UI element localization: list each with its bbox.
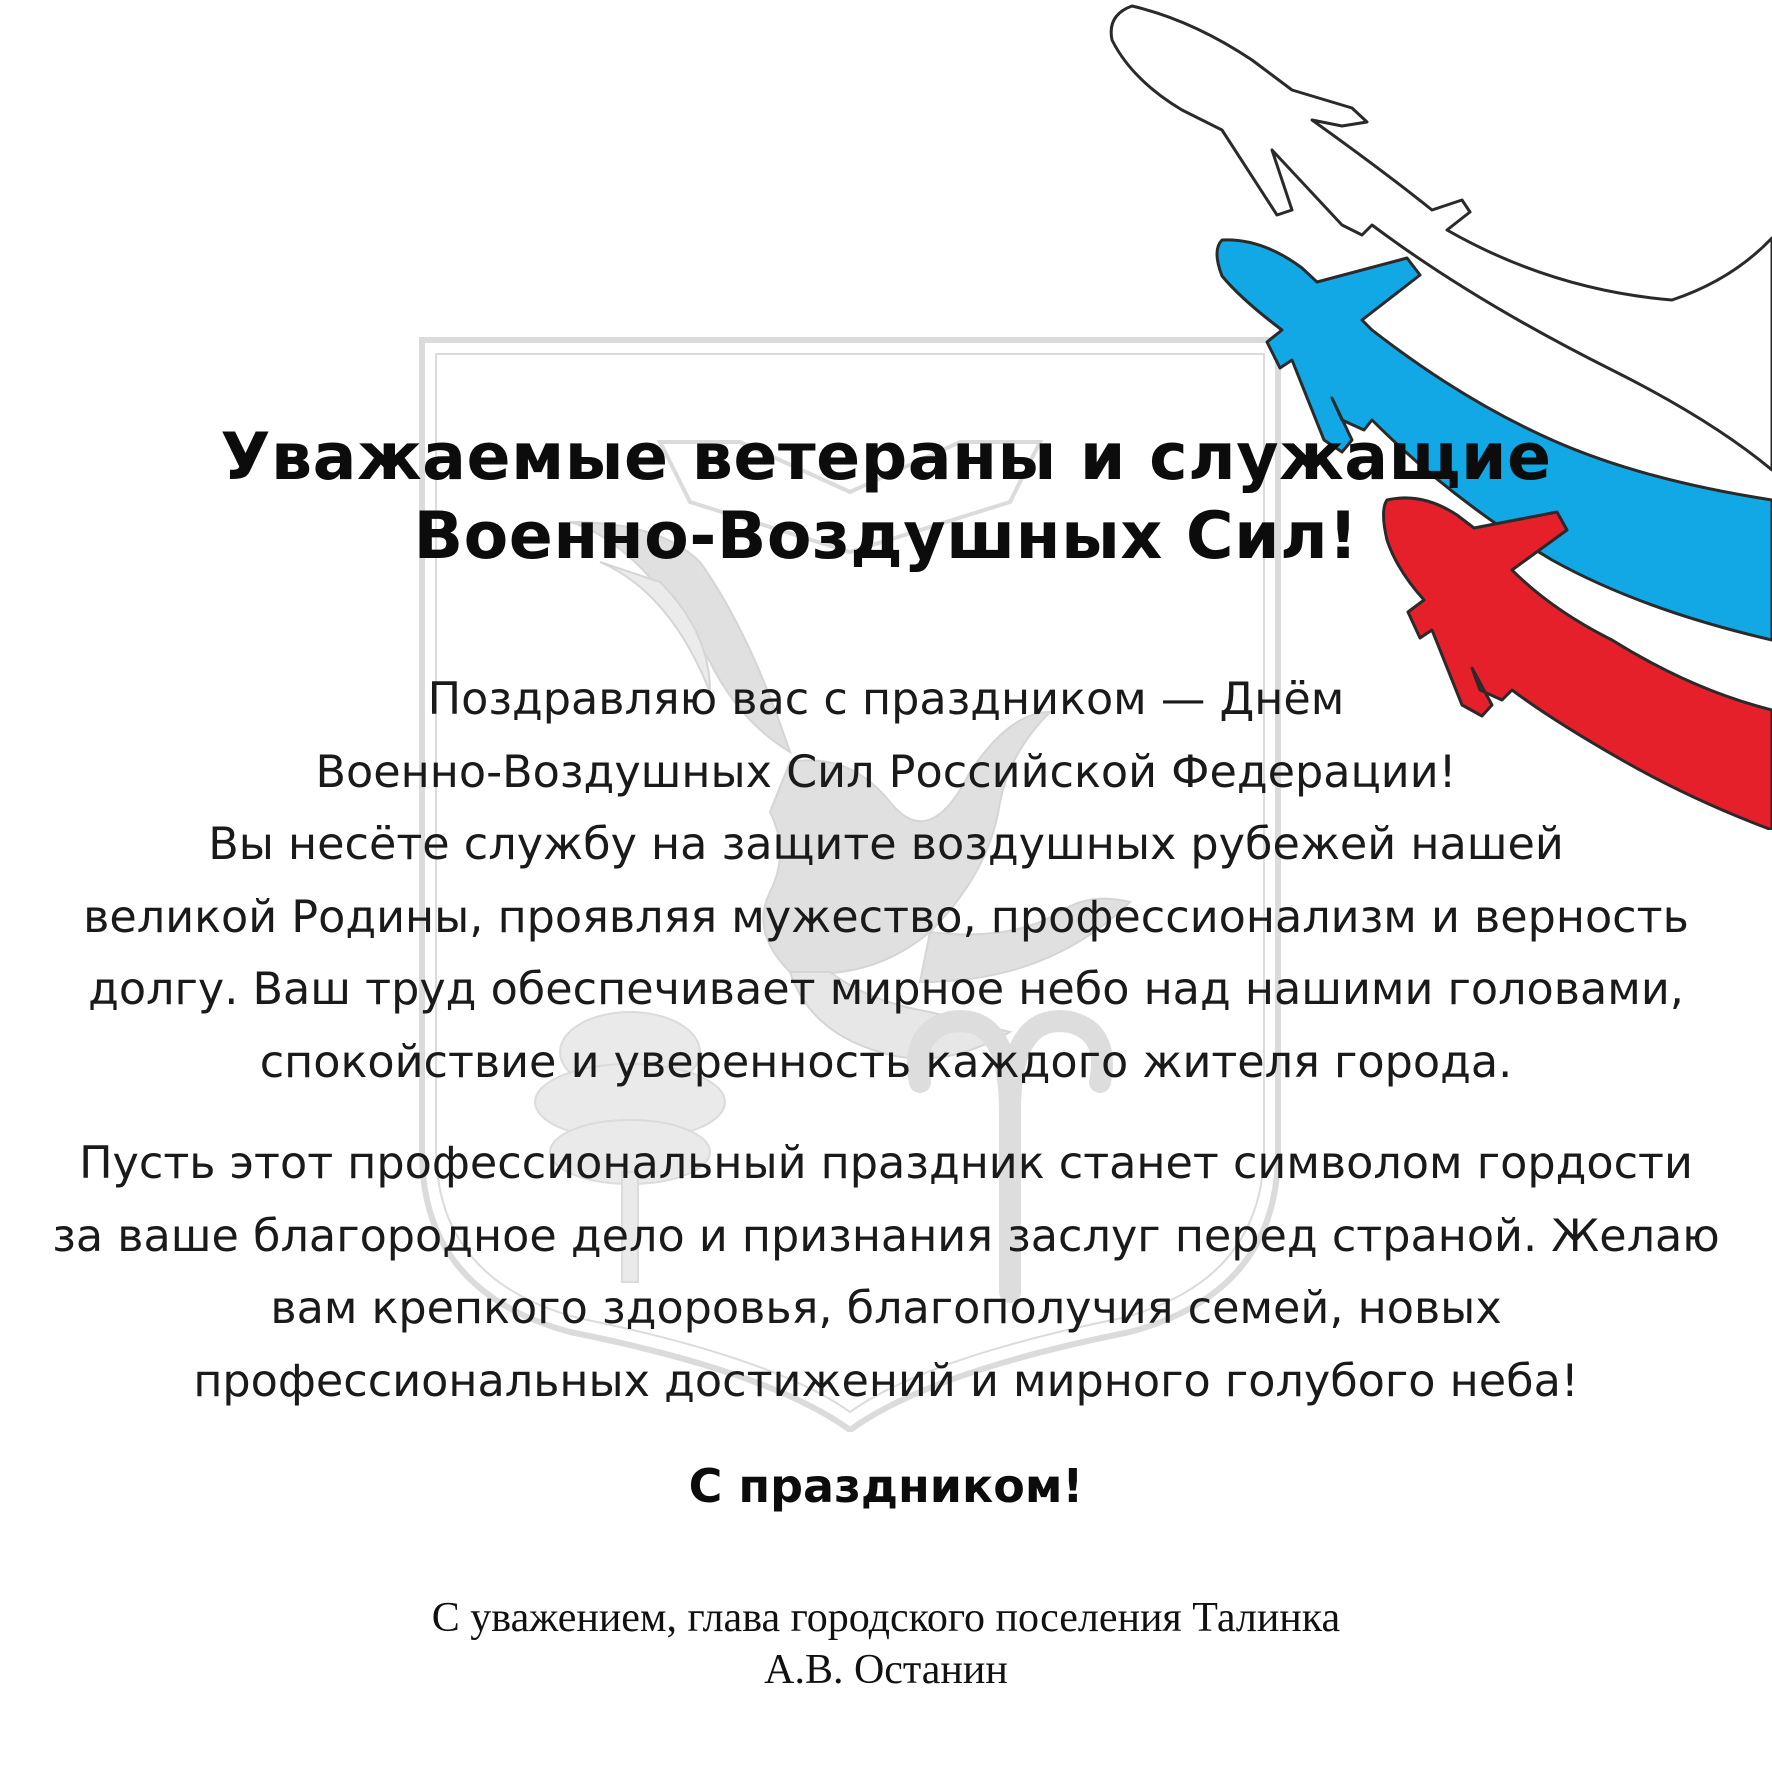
signature-line-name: А.В. Останин bbox=[764, 1647, 1008, 1693]
paragraph-line: Поздравляю вас с праздником — Днём bbox=[427, 674, 1345, 725]
paragraph-line: за ваше благородное дело и признания заслуг перед страной. Желаю bbox=[52, 1210, 1720, 1262]
wishes-paragraph bbox=[10, 1128, 1762, 1418]
title-line-2: Военно-Воздушных Сил! bbox=[413, 499, 1359, 574]
letter-title bbox=[0, 418, 1772, 576]
closing-greeting: С праздником! bbox=[688, 1459, 1084, 1513]
paragraph-line: спокойствие и уверенность каждого жителя города. bbox=[259, 1036, 1513, 1088]
paragraph-line: великой Родины, проявляя мужество, профессионализм и верность bbox=[83, 891, 1689, 943]
paragraph-line: Военно-Воздушных Сил Российской Федерации! bbox=[315, 746, 1457, 798]
paragraph-line: профессиональных достижений и мирного голубого неба! bbox=[193, 1355, 1579, 1407]
paragraph-line: Вы несёте службу на защите воздушных рубежей нашей bbox=[208, 819, 1564, 870]
signature-block bbox=[0, 1592, 1772, 1696]
paragraph-line: долгу. Ваш труд обеспечивает мирное небо над нашими головами, bbox=[88, 964, 1684, 1015]
title-line-1: Уважаемые ветераны и служащие bbox=[220, 420, 1552, 495]
signature-line-position: С уважением, глава городского поселения Талинка bbox=[431, 1595, 1341, 1641]
greeting-paragraph bbox=[10, 664, 1762, 1099]
paragraph-line: Пусть этот профессиональный праздник станет символом гордости bbox=[79, 1138, 1693, 1189]
paragraph-line: вам крепкого здоровья, благополучия семей, новых bbox=[270, 1283, 1502, 1334]
